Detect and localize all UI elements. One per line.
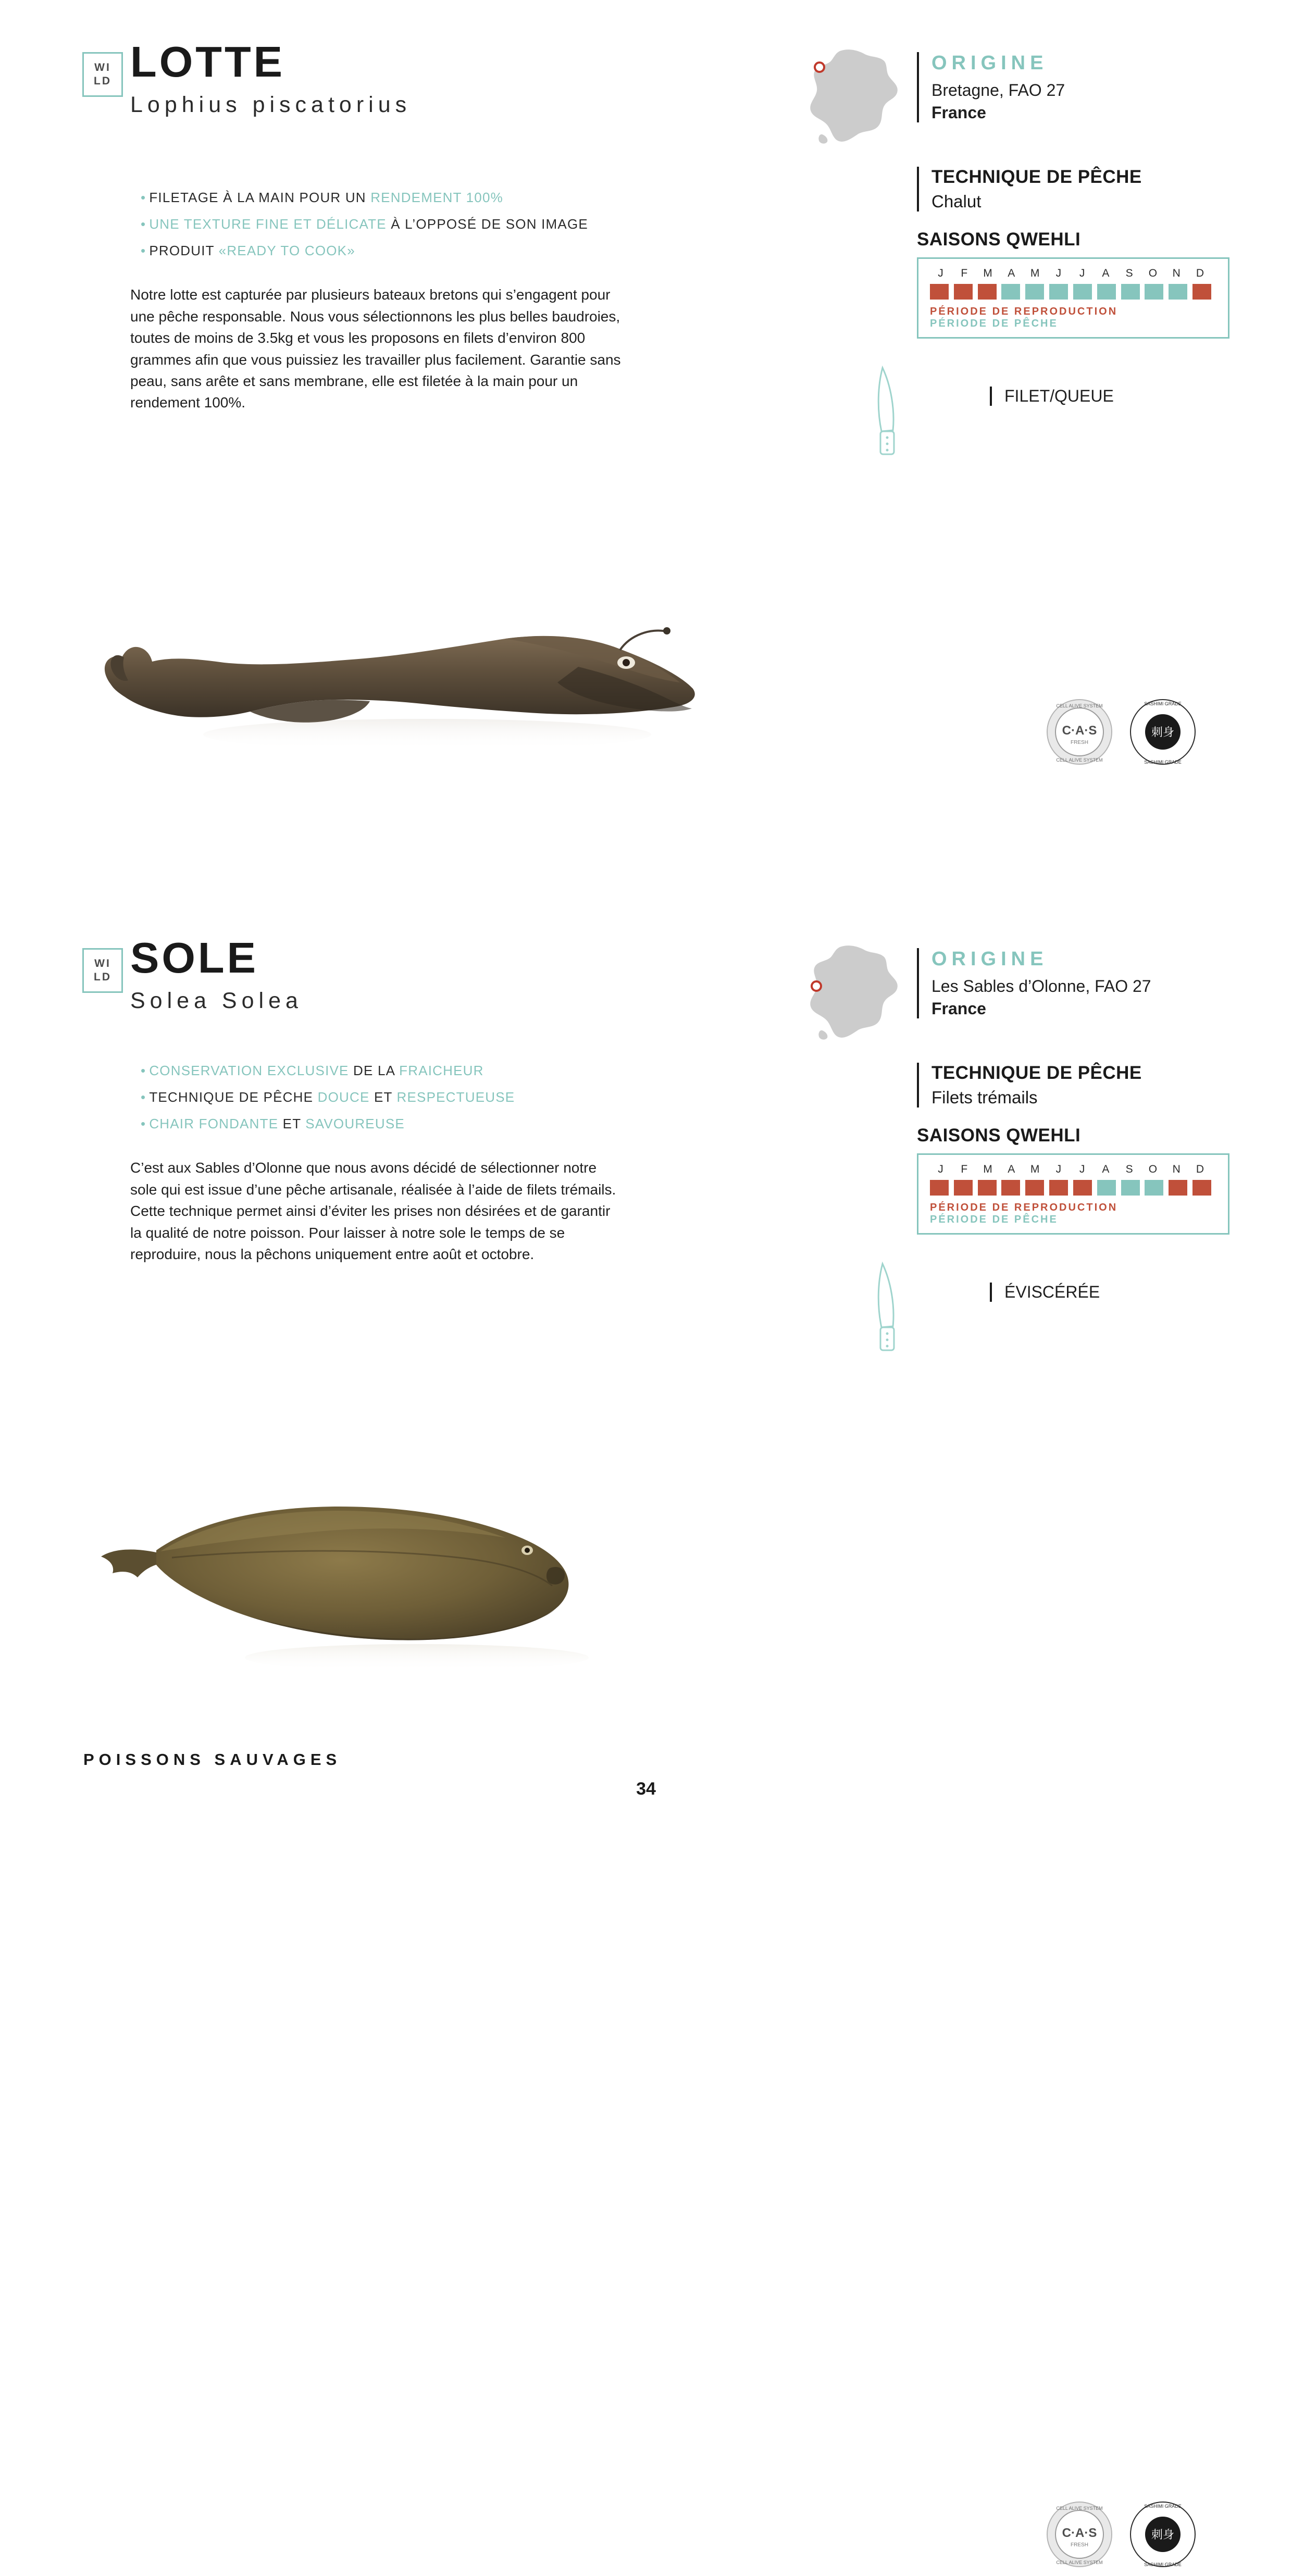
svg-text:FRESH: FRESH — [1071, 740, 1088, 745]
bullet-item — [141, 242, 808, 260]
wild-badge — [82, 948, 123, 993]
calendar-month: A — [1008, 1163, 1016, 1175]
technique-label: TECHNIQUE DE PÊCHE — [931, 1063, 1142, 1083]
legend-reproduction: PÉRIODE DE REPRODUCTION — [930, 306, 1118, 317]
bullet-dot-icon: • — [141, 1063, 146, 1078]
calendar-month: A — [1102, 1163, 1110, 1175]
calendar-month: A — [1102, 267, 1110, 279]
bullet-part-highlight: RESPECTUEUSE — [396, 1089, 515, 1105]
product-right-column — [781, 42, 1209, 458]
origin-marker-icon — [814, 61, 825, 73]
footer-category: POISSONS SAUVAGES — [83, 1750, 342, 1769]
bullet-part: FILETAGE À LA MAIN POUR UN — [149, 190, 371, 205]
calendar-cell — [1025, 284, 1044, 300]
origin-map-row — [781, 42, 1209, 151]
product-description: C’est aux Sables d’Olonne que nous avons décidé de sélectionner notre sole qui est issue d’une pêche artisanale, réalisée à l’aide de filets trémails. Cette technique permet ainsi d’éviter les prises non désirées et de garantir la qualité de notre poisson. Pour laisser à notre sole le temps de se reproduire, nous la pêchons uniquement entre août et octobre. — [130, 1160, 616, 1263]
technique-value: Filets trémails — [931, 1088, 1038, 1107]
svg-text:CELL ALIVE SYSTEM: CELL ALIVE SYSTEM — [1056, 757, 1103, 763]
france-map-icon — [802, 943, 906, 1044]
product-name: LOTTE — [130, 38, 285, 86]
monkfish-illustration — [94, 604, 750, 776]
calendar-cell — [1049, 1180, 1068, 1196]
seasons-calendar — [917, 257, 1229, 339]
calendar-cell — [1049, 284, 1068, 300]
origin-place: Bretagne, FAO 27 — [931, 81, 1065, 99]
bullet-part: PRODUIT — [149, 243, 219, 259]
calendar-cell — [1169, 284, 1187, 300]
svg-text:C·A·S: C·A·S — [1062, 2526, 1097, 2540]
certification-badges-icon — [1042, 2495, 1229, 2573]
product-bullets — [141, 1062, 808, 1133]
product-photo-lotte — [94, 604, 750, 776]
bullet-part: À L’OPPOSÉ DE SON IMAGE — [391, 216, 588, 232]
product-name: SOLE — [130, 934, 258, 982]
calendar-legend — [930, 306, 1216, 330]
calendar-cells-row — [930, 284, 1211, 300]
svg-text:刺身: 刺身 — [1151, 2529, 1175, 2542]
france-map — [802, 47, 906, 148]
legend-fishing: PÉRIODE DE PÊCHE — [930, 1214, 1058, 1225]
calendar-cell — [1145, 284, 1163, 300]
knife-icon — [854, 365, 917, 458]
technique-label: TECHNIQUE DE PÊCHE — [931, 167, 1142, 187]
calendar-cell — [1097, 1180, 1116, 1196]
calendar-cell — [954, 1180, 973, 1196]
calendar-month: S — [1125, 267, 1134, 279]
bullet-part: TECHNIQUE DE PÊCHE — [149, 1089, 318, 1105]
calendar-legend — [930, 1202, 1216, 1226]
bullet-item — [141, 1088, 808, 1106]
cas-badge-icon — [1047, 700, 1112, 764]
calendar-month: N — [1172, 267, 1181, 279]
calendar-cell — [1121, 1180, 1140, 1196]
france-map — [802, 943, 906, 1044]
product-block-sole — [0, 934, 1292, 2567]
calendar-cell — [930, 284, 949, 300]
product-block-lotte — [0, 38, 1292, 896]
certification-badges — [1042, 2495, 1229, 2573]
calendar-month: J — [1079, 1163, 1086, 1175]
cut-row — [854, 1261, 1209, 1354]
product-right-column — [781, 938, 1209, 1354]
cut-label: FILET/QUEUE — [990, 387, 1114, 406]
certification-badges — [1042, 693, 1229, 771]
page-number: 34 — [636, 1779, 656, 1799]
bullet-part-highlight: «READY TO COOK» — [218, 243, 355, 259]
calendar-month: M — [983, 1163, 993, 1175]
product-title-row — [94, 934, 808, 1037]
seasons-calendar — [917, 1153, 1229, 1235]
product-description: Notre lotte est capturée par plusieurs bateaux bretons qui s’engagent pour une pêche responsable. Nous vous sélectionnons les plus belles baudroies, toutes de moins de 3.5kg et vous les proposons en filets d’environ 800 grammes afin que vous puissiez les travailler plus facilement. Garantie sans peau, sans arête et sans membrane, elle est filetée à la main pour un rendement 100%. — [130, 287, 621, 411]
legend-reproduction: PÉRIODE DE REPRODUCTION — [930, 1202, 1118, 1213]
wild-badge-line2: LD — [94, 970, 111, 983]
calendar-month: J — [938, 267, 944, 279]
calendar-month: D — [1196, 1163, 1204, 1175]
wild-badge-line2: LD — [94, 74, 111, 87]
calendar-cell — [1145, 1180, 1163, 1196]
calendar-cell — [954, 284, 973, 300]
cas-badge-icon — [1047, 2502, 1112, 2567]
svg-text:刺身: 刺身 — [1151, 726, 1175, 739]
product-left-column — [94, 934, 808, 1265]
svg-text:SASHIMI GRADE: SASHIMI GRADE — [1144, 2504, 1182, 2509]
calendar-cells-row — [930, 1180, 1211, 1196]
svg-text:SASHIMI GRADE: SASHIMI GRADE — [1144, 701, 1182, 706]
origin-label: ORIGINE — [931, 948, 1048, 970]
origin-block — [917, 948, 1151, 1018]
calendar-cell — [1192, 284, 1211, 300]
bullet-part-highlight: RENDEMENT 100% — [370, 190, 503, 205]
calendar-months-row — [930, 1163, 1211, 1176]
product-left-column — [94, 38, 808, 414]
calendar-months-row — [930, 267, 1211, 280]
wild-badge-line1: WI — [94, 957, 111, 970]
bullet-part-highlight: SAVOUREUSE — [305, 1116, 405, 1132]
bullet-dot-icon: • — [141, 243, 146, 259]
calendar-month: M — [983, 267, 993, 279]
wild-badge-line1: WI — [94, 61, 111, 74]
calendar-cell — [1121, 284, 1140, 300]
calendar-month: F — [961, 267, 968, 279]
calendar-cell — [978, 1180, 997, 1196]
bullet-dot-icon: • — [141, 216, 146, 232]
cut-row — [854, 365, 1209, 458]
calendar-cell — [978, 284, 997, 300]
product-photo-sole — [94, 1459, 771, 1677]
cut-label: ÉVISCÉRÉE — [990, 1283, 1100, 1302]
calendar-month: O — [1148, 1163, 1158, 1175]
calendar-cell — [930, 1180, 949, 1196]
sashimi-grade-badge-icon — [1130, 700, 1195, 765]
calendar-cell — [1097, 284, 1116, 300]
bullet-dot-icon: • — [141, 1089, 146, 1105]
calendar-cell — [1169, 1180, 1187, 1196]
knife-icon — [854, 1261, 917, 1354]
product-latin-name: Solea Solea — [130, 988, 303, 1013]
calendar-cell — [1025, 1180, 1044, 1196]
origin-country: France — [931, 103, 986, 122]
calendar-month: M — [1030, 1163, 1040, 1175]
calendar-month: O — [1148, 267, 1158, 279]
sashimi-grade-badge-icon — [1130, 2502, 1195, 2567]
bullet-dot-icon: • — [141, 1116, 146, 1132]
calendar-month: N — [1172, 1163, 1181, 1175]
svg-text:CELL ALIVE SYSTEM: CELL ALIVE SYSTEM — [1056, 2506, 1103, 2511]
product-bullets — [141, 189, 808, 260]
svg-text:FRESH: FRESH — [1071, 2542, 1088, 2548]
bullet-part-highlight: UNE TEXTURE FINE ET DÉLICATE — [149, 216, 391, 232]
product-title-row — [94, 38, 808, 141]
technique-value: Chalut — [931, 192, 982, 211]
calendar-month: M — [1030, 267, 1040, 279]
bullet-item — [141, 189, 808, 207]
bullet-dot-icon: • — [141, 190, 146, 205]
calendar-cell — [1001, 1180, 1020, 1196]
technique-block — [917, 167, 1209, 211]
bullet-part-highlight: FRAICHEUR — [399, 1063, 484, 1078]
bullet-part-highlight: CONSERVATION EXCLUSIVE — [149, 1063, 354, 1078]
calendar-month: S — [1125, 1163, 1134, 1175]
svg-text:SASHIMI GRADE: SASHIMI GRADE — [1144, 760, 1182, 765]
bullet-part: ET — [374, 1089, 397, 1105]
calendar-cell — [1001, 284, 1020, 300]
svg-text:CELL ALIVE SYSTEM: CELL ALIVE SYSTEM — [1056, 2560, 1103, 2565]
bullet-part-highlight: CHAIR FONDANTE — [149, 1116, 283, 1132]
calendar-month: D — [1196, 267, 1204, 279]
wild-badge — [82, 52, 123, 97]
calendar-month: J — [938, 1163, 944, 1175]
origin-block — [917, 52, 1065, 122]
origin-marker-icon — [811, 980, 822, 992]
svg-text:CELL ALIVE SYSTEM: CELL ALIVE SYSTEM — [1056, 703, 1103, 708]
bullet-item — [141, 1115, 808, 1133]
origin-place: Les Sables d’Olonne, FAO 27 — [931, 977, 1151, 995]
bullet-part: DE LA — [353, 1063, 400, 1078]
origin-country: France — [931, 999, 986, 1018]
bullet-item — [141, 1062, 808, 1080]
seasons-title: SAISONS QWEHLI — [917, 229, 1081, 250]
sole-illustration — [94, 1459, 771, 1677]
calendar-cell — [1073, 1180, 1092, 1196]
bullet-part-highlight: DOUCE — [317, 1089, 374, 1105]
calendar-month: J — [1055, 267, 1062, 279]
calendar-cell — [1192, 1180, 1211, 1196]
calendar-month: J — [1055, 1163, 1062, 1175]
seasons-title: SAISONS QWEHLI — [917, 1125, 1081, 1146]
calendar-month: J — [1079, 267, 1086, 279]
svg-text:C·A·S: C·A·S — [1062, 724, 1097, 738]
svg-text:SASHIMI GRADE: SASHIMI GRADE — [1144, 2562, 1182, 2567]
product-latin-name: Lophius piscatorius — [130, 92, 412, 117]
legend-fishing: PÉRIODE DE PÊCHE — [930, 318, 1058, 329]
bullet-part: ET — [282, 1116, 306, 1132]
technique-block — [917, 1063, 1209, 1107]
calendar-month: A — [1008, 267, 1016, 279]
calendar-cell — [1073, 284, 1092, 300]
certification-badges-icon — [1042, 693, 1229, 771]
origin-label: ORIGINE — [931, 52, 1048, 74]
calendar-month: F — [961, 1163, 968, 1175]
origin-map-row — [781, 938, 1209, 1047]
bullet-item — [141, 215, 808, 233]
